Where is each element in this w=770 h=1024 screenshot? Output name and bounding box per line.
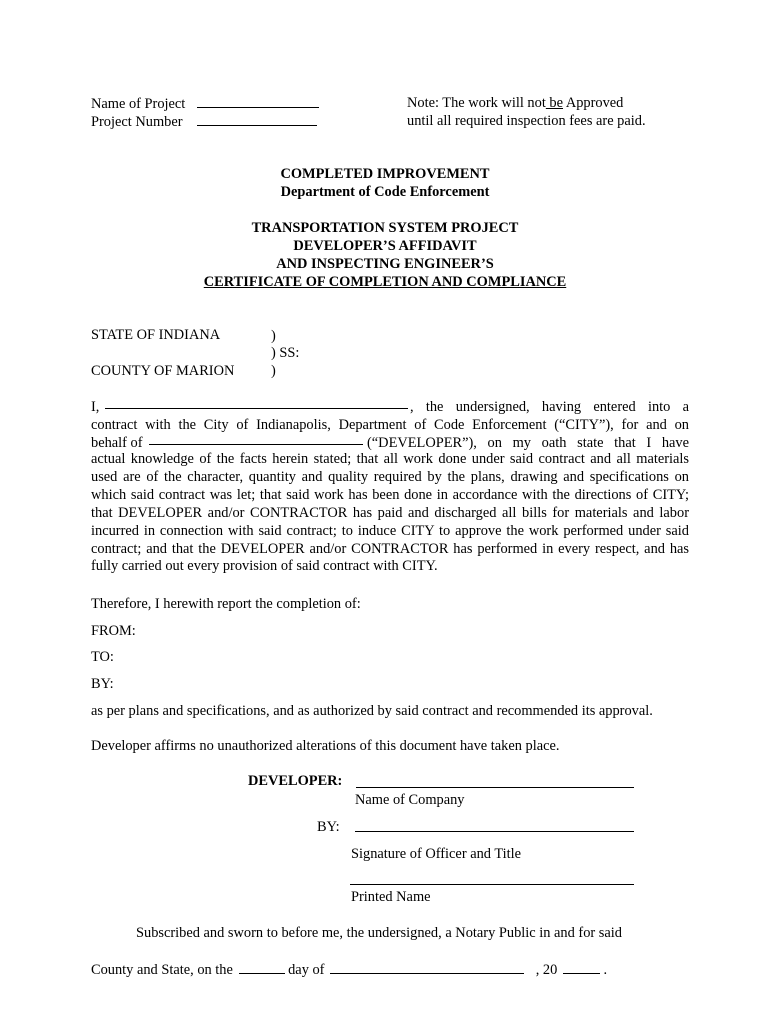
title-transportation: TRANSPORTATION SYSTEM PROJECT [251, 220, 519, 236]
title-certificate: CERTIFICATE OF COMPLETION AND COMPLIANCE [203, 274, 567, 290]
day-field[interactable] [239, 960, 285, 974]
printed-name-caption: Printed Name [351, 889, 431, 905]
as-per-text: as per plans and specifications, and as authorized by said contract and recommended its approval. [91, 703, 653, 719]
developer-label: DEVELOPER: [248, 773, 343, 789]
county-state-text: County and State, on the [91, 962, 233, 978]
venue-ss: ) SS: [271, 345, 300, 361]
affidavit-behalf-of: behalf of [91, 435, 143, 451]
note-approved: Approved [563, 95, 624, 111]
company-signature-line[interactable] [356, 787, 634, 788]
year-prefix: , 20 [535, 962, 558, 978]
notary-line-2 [91, 960, 607, 979]
project-name-row [91, 94, 319, 113]
month-field[interactable] [330, 960, 524, 974]
officer-signature-line[interactable] [355, 831, 634, 832]
affidavit-i: I, [91, 399, 100, 415]
therefore-text: Therefore, I herewith report the completion of: [91, 596, 361, 612]
venue-paren-1: ) [271, 328, 276, 344]
company-caption: Name of Company [355, 792, 465, 808]
by-label: BY: [91, 676, 114, 692]
affidavit-body: actual knowledge of the facts herein stated; that all work done under said contract and all materials used are of the character, quantity and quality required by the plans, drawing and specifications on which said contract was let; that said work has been done in accordance with the directions of CITY; that DEVELOPER and/or CONTRACTOR has paid and discharged all bills for materials and labor incurred in connection with said contract; to induce CITY to approve the work performed under said contract; and that the DEVELOPER and/or CONTRACTOR has performed in every respect, and has fully carried out every provision of said contract with CITY. [91, 451, 689, 575]
title-engineer: AND INSPECTING ENGINEER’S [276, 256, 494, 272]
by-signature-label: BY: [317, 819, 340, 835]
note-be-underlined: be [545, 95, 564, 111]
affidavit-line-3: (“DEVELOPER”), on my oath state that I have [367, 435, 689, 451]
project-number-row [91, 112, 317, 131]
project-number-field[interactable] [197, 112, 317, 126]
project-name-label: Name of Project [91, 96, 186, 112]
signature-caption: Signature of Officer and Title [351, 846, 521, 862]
developer-name-field[interactable] [149, 431, 363, 445]
note-line-1 [407, 94, 623, 112]
title-completed-improvement: COMPLETED IMPROVEMENT [280, 166, 490, 182]
affiant-name-field[interactable] [105, 395, 408, 409]
from-label: FROM: [91, 623, 136, 639]
state-label: STATE OF INDIANA [91, 327, 221, 343]
affidavit-line-2: contract with the City of Indianapolis, Department of Code Enforcement (“CITY”), for and on [91, 417, 689, 433]
venue-paren-3: ) [271, 363, 276, 379]
project-name-field[interactable] [197, 94, 319, 108]
affidavit-line-1: , the undersigned, having entered into a [410, 399, 689, 415]
affirms-text: Developer affirms no unauthorized alterations of this document have taken place. [91, 738, 560, 754]
day-of-text: day of [288, 962, 325, 978]
notary-line-1: Subscribed and sworn to before me, the undersigned, a Notary Public in and for said [136, 925, 622, 941]
county-label: COUNTY OF MARION [91, 363, 235, 379]
note-line-2: until all required inspection fees are paid. [407, 113, 646, 129]
year-field[interactable] [563, 960, 600, 974]
notary-period: . [603, 962, 608, 978]
printed-name-line[interactable] [350, 884, 634, 885]
project-number-label: Project Number [91, 114, 183, 130]
title-affidavit: DEVELOPER’S AFFIDAVIT [293, 238, 477, 254]
note-text: Note: The work will not [407, 95, 546, 111]
title-department: Department of Code Enforcement [280, 184, 490, 200]
to-label: TO: [91, 649, 114, 665]
